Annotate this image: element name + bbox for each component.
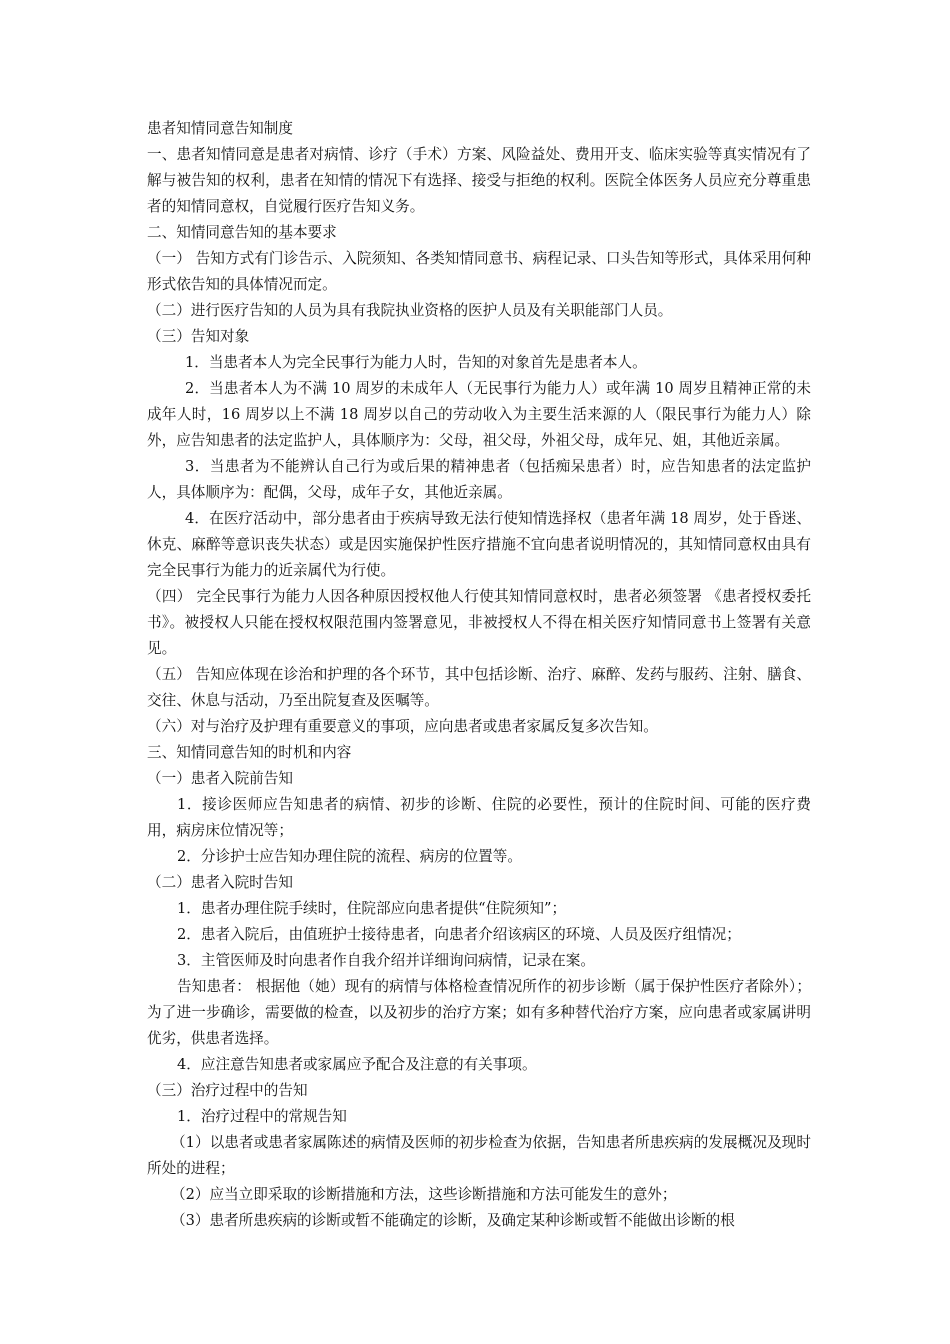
- paragraph: 4．应注意告知患者或家属应予配合及注意的有关事项。: [177, 1056, 537, 1073]
- paragraph: 4．在医疗活动中，部分患者由于疾病导致无法行使知情选择权（患者年满 18 周岁，处于昏迷、休克、麻醉等意识丧失状态）或是因实施保护性医疗措施不宜向患者说明情况的，其知情同意权由具有完全民事行为能力的近亲属代为行使。: [147, 510, 811, 579]
- paragraph: 告知患者： 根据他（她）现有的病情与体格检查情况所作的初步诊断（属于保护性医疗者除外）；为了进一步确诊，需要做的检查，以及初步的治疗方案；如有多种替代治疗方案，应向患者或家属讲明优劣，供患者选择。: [147, 978, 811, 1047]
- paragraph: （一） 告知方式有门诊告示、入院须知、各类知情同意书、病程记录、口头告知等形式，具体采用何种形式依告知的具体情况而定。: [147, 250, 811, 293]
- paragraph: 3．主管医师及时向患者作自我介绍并详细询问病情，记录在案。: [177, 952, 595, 969]
- paragraph: 3．当患者为不能辨认自己行为或后果的精神患者（包括痴呆患者）时，应告知患者的法定监护人，具体顺序为：配偶，父母，成年子女，其他近亲属。: [147, 458, 811, 501]
- paragraph: 1．接诊医师应告知患者的病情、初步的诊断、住院的必要性，预计的住院时间、可能的医疗费用，病房床位情况等；: [147, 796, 811, 839]
- paragraph: 2．当患者本人为不满 10 周岁的未成年人（无民事行为能力人）或年满 10 周岁且精神正常的未成年人时，16 周岁以上不满 18 周岁以自己的劳动收入为主要生活来源的人（限民事行为能力人）除外，应告知患者的法定监护人，具体顺序为：父母，祖父母，外祖父母，成年兄、姐，其他近亲属。: [147, 380, 811, 449]
- document-page: [147, 116, 811, 1234]
- paragraph: （四） 完全民事行为能力人因各种原因授权他人行使其知情同意权时，患者必须签署 《患者授权委托书》。被授权人只能在授权权限范围内签署意见，非被授权人不得在相关医疗知情同意书上签署有关意见。: [147, 588, 811, 657]
- paragraph: （六）对与治疗及护理有重要意义的事项，应向患者或患者家属反复多次告知。: [147, 718, 658, 735]
- paragraph: （二）患者入院时告知: [147, 874, 293, 891]
- paragraph: （一）患者入院前告知: [147, 770, 293, 787]
- document-title: 患者知情同意告知制度: [147, 120, 293, 137]
- paragraph: （三）告知对象: [147, 328, 250, 345]
- paragraph: 1．当患者本人为完全民事行为能力人时，告知的对象首先是患者本人。: [185, 354, 647, 371]
- paragraph: （1）以患者或患者家属陈述的病情及医师的初步检查为依据，告知患者所患疾病的发展概况及现时所处的进程；: [147, 1134, 811, 1177]
- paragraph: 2．分诊护士应告知办理住院的流程、病房的位置等。: [177, 848, 522, 865]
- paragraph: 三、知情同意告知的时机和内容: [147, 744, 352, 761]
- paragraph: （三）治疗过程中的告知: [147, 1082, 308, 1099]
- paragraph: 1．治疗过程中的常规告知: [177, 1108, 347, 1125]
- paragraph: （2）应当立即采取的诊断措施和方法，这些诊断措施和方法可能发生的意外；: [171, 1186, 677, 1203]
- paragraph: （五） 告知应体现在诊治和护理的各个环节，其中包括诊断、治疗、麻醉、发药与服药、注射、膳食、交往、休息与活动，乃至出院复查及医嘱等。: [147, 666, 811, 709]
- paragraph: 二、知情同意告知的基本要求: [147, 224, 337, 241]
- paragraph: 一、患者知情同意是患者对病情、诊疗（手术）方案、风险益处、费用开支、临床实验等真实情况有了解与被告知的权利，患者在知情的情况下有选择、接受与拒绝的权利。医院全体医务人员应充分尊重患者的知情同意权，自觉履行医疗告知义务。: [147, 146, 811, 215]
- paragraph: （二）进行医疗告知的人员为具有我院执业资格的医护人员及有关职能部门人员。: [147, 302, 673, 319]
- paragraph: 1．患者办理住院手续时，住院部应向患者提供“住院须知”；: [177, 900, 567, 917]
- paragraph: （3）患者所患疾病的诊断或暂不能确定的诊断，及确定某种诊断或暂不能做出诊断的根: [171, 1212, 735, 1229]
- paragraph: 2．患者入院后，由值班护士接待患者，向患者介绍该病区的环境、人员及医疗组情况；: [177, 926, 741, 943]
